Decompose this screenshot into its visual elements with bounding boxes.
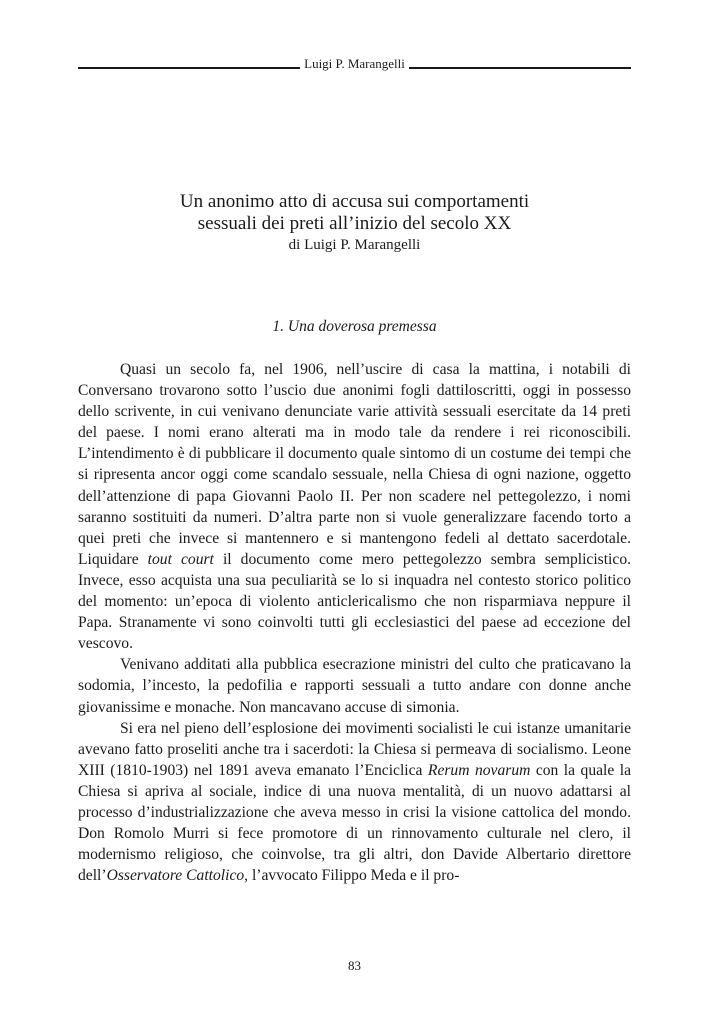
paragraph-2 [78, 654, 631, 717]
paragraph-3-text-c: , l’avvocato Filippo Meda e il pro- [244, 867, 460, 885]
article-body [78, 359, 631, 886]
header-rule-left [78, 67, 300, 69]
paragraph-3-italic-2: Osservatore Cattolico [106, 867, 245, 885]
paragraph-2-text: Venivano additati alla pubblica esecrazione ministri del culto che praticavano la sodomia, l’incesto, la pedofilia e rapporti sessuali a tutto andare con donne anche giovanissime e monache. Non mancavano accuse di simonia. [78, 656, 631, 716]
article-title-block [78, 191, 631, 255]
paragraph-1-text-b: il documento come mero pettegolezzo sembra semplicistico. Invece, esso acquista una sua peculiarità se lo si inquadra nel contesto storico politico del momento: un’epoca di violento anticlericalismo che non risparmiava neppure il Papa. Stranamente vi sono coinvolti tutti gli ecclesiastici del paese ad eccezione del vescovo. [78, 550, 632, 653]
section-heading: 1. Una doverosa premessa [272, 318, 437, 335]
paragraph-1 [78, 359, 631, 654]
article-title-line-1: Un anonimo atto di accusa sui comportamenti [179, 191, 530, 212]
page-number: 83 [348, 958, 361, 973]
paragraph-3-text-b: con la quale la Chiesa si apriva al sociale, indice di una nuova mentalità, di un nuovo adattarsi al processo d’industrializzazione che aveva messo in crisi la visione cattolica del mondo. Don Romolo Murri si fece promotore di un rinnovamento culturale nel clero, il modernismo religioso, che coinvolse, tra gli altri, don Davide Albertario direttore dell’ [78, 761, 631, 885]
paragraph-3-italic-1: Rerum novarum [427, 761, 531, 779]
paragraph-1-italic: tout court [147, 550, 214, 568]
article-byline: di Luigi P. Marangelli [288, 237, 421, 253]
paragraph-3-text-a: Si era nel pieno dell’esplosione dei movimenti socialisti le cui istanze umanitarie avevano fatto proseliti anche tra i sacerdoti: la Chiesa si permeava di socialismo. Leone XIII (1810-1903) nel 1891 aveva emanato l’Enciclica [78, 719, 631, 779]
running-header [78, 56, 631, 72]
header-rule-right [409, 67, 631, 69]
running-title: Luigi P. Marangelli [304, 56, 405, 71]
paragraph-3 [78, 718, 631, 887]
paragraph-1-text-a: Quasi un secolo fa, nel 1906, nell’uscire di casa la mattina, i notabili di Conversano trovarono sotto l’uscio due anonimi fogli dattiloscritti, oggi in possesso dello scrivente, in cui venivano denunciate varie attività sessuali esercitate da 14 preti del paese. I nomi erano alterati ma in modo tale da rendere i rei riconoscibili. L’intendimento è di pubblicare il documento quale sintomo di un costume dei tempi che si ripresenta ancor oggi come scandalo sessuale, nella Chiesa di ogni nazione, oggetto dell’attenzione di papa Giovanni Paolo II. Per non scadere nel pettegolezzo, i nomi saranno sostituiti da numeri. D’altra parte non si vuole generalizzare facendo torto a quei preti che invece si mantennero e si mantengono fedeli al dettato sacerdotale. Liquidare [78, 361, 631, 568]
article-title-line-2: sessuali dei preti all’inizio del secolo XX [197, 213, 512, 234]
